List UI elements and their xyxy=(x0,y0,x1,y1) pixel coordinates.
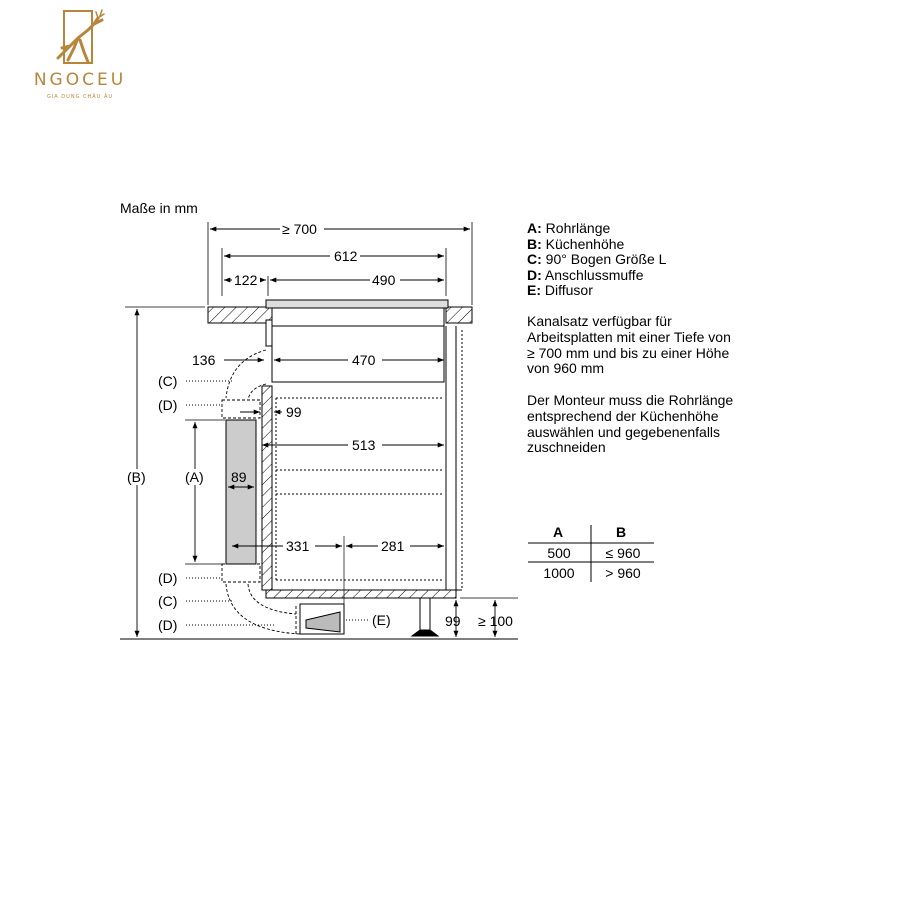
dim-99: 99 xyxy=(286,404,302,420)
diffuser xyxy=(300,604,344,634)
leader-lines xyxy=(186,381,370,625)
dim-470: 470 xyxy=(352,352,376,368)
duct-pipe xyxy=(226,420,256,564)
legend-item-E: E: Diffusor xyxy=(527,282,593,298)
dim-612: 612 xyxy=(334,248,358,264)
marker-C-bottom: (C) xyxy=(158,593,178,609)
dim-136: 136 xyxy=(192,352,216,368)
legend-item-D: D: Anschlussmuffe xyxy=(527,266,644,283)
dim-281: 281 xyxy=(381,538,405,554)
marker-D-top: (D) xyxy=(158,397,178,413)
marker-C-top: (C) xyxy=(158,373,178,389)
marker-D-bottom: (D) xyxy=(158,617,178,633)
marker-E: (E) xyxy=(372,612,391,628)
table-cell: 500 xyxy=(547,545,571,561)
legend-item-C: C: 90° Bogen Größe L xyxy=(527,251,667,267)
table-header-A: A xyxy=(553,524,564,540)
note-installer: Der Monteur muss die Rohrlänge entsprechend der Küchenhöhe auswählen und gegebenenfalls zuschneiden xyxy=(527,392,734,456)
legend-item-B: B: Küchenhöhe xyxy=(527,235,625,252)
brand-tagline: GIA DUNG CHÂU ÂU xyxy=(46,94,114,100)
table-cell: > 960 xyxy=(605,565,641,581)
cooktop xyxy=(266,300,448,382)
brand-name: NGOCEU xyxy=(33,70,127,90)
dim-plinth-99: 99 xyxy=(445,613,461,629)
dim-overall-depth: ≥ 700 xyxy=(282,221,317,237)
marker-B: (B) xyxy=(127,469,146,485)
dim-122: 122 xyxy=(234,272,258,288)
legend-item-A: A: Rohrlänge xyxy=(527,220,611,236)
table-cell: ≤ 960 xyxy=(605,545,641,561)
dim-513: 513 xyxy=(352,437,376,453)
plinth xyxy=(266,590,456,636)
units-label: Maße in mm xyxy=(120,200,198,216)
note-kit-availability: Kanalsatz verfügbar für Arbeitsplatten mit einer Tiefe von ≥ 700 mm und bis zu einer Höhe von 960 mm xyxy=(527,313,731,377)
dim-331: 331 xyxy=(286,538,310,554)
table-cell: 1000 xyxy=(543,565,575,581)
table-header-B: B xyxy=(616,524,627,540)
marker-D-lower: (D) xyxy=(158,570,178,586)
dim-89: 89 xyxy=(231,469,247,485)
dim-490: 490 xyxy=(372,272,396,288)
marker-A: (A) xyxy=(185,469,204,485)
dim-plinth-100: ≥ 100 xyxy=(478,613,513,629)
